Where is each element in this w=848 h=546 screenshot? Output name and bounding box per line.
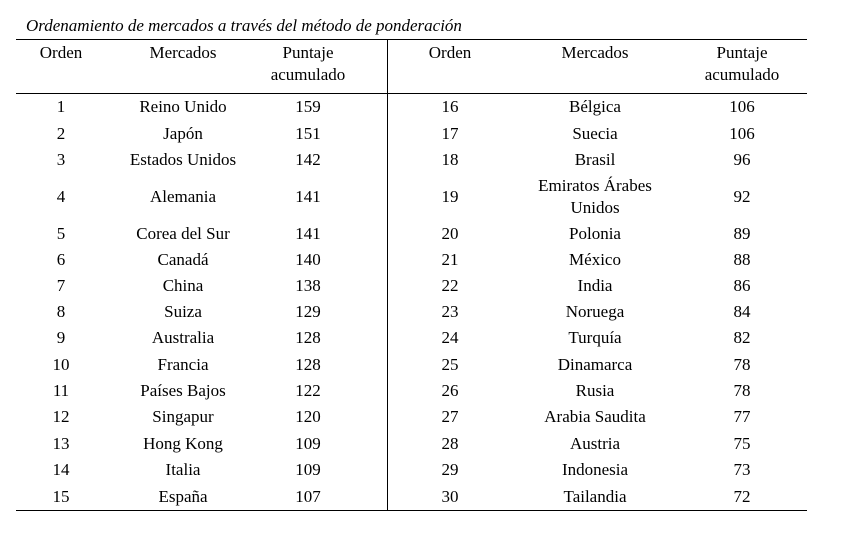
cell-mercado: Tailandia (563, 487, 627, 506)
cell-orden: 7 (56, 276, 66, 295)
cell-orden: 17 (441, 124, 459, 143)
cell-mercado: Estados Unidos (129, 150, 237, 169)
cell-orden: 1 (56, 97, 66, 116)
cell-puntaje: 88 (733, 250, 751, 269)
cell-puntaje: 107 (295, 487, 321, 506)
cell-puntaje: 128 (295, 355, 321, 374)
header-puntaje-line2: acumulado (270, 65, 346, 84)
cell-puntaje: 142 (295, 150, 321, 169)
cell-puntaje: 78 (733, 381, 751, 400)
cell-puntaje: 89 (733, 224, 751, 243)
cell-orden: 8 (56, 302, 66, 321)
cell-orden: 2 (56, 124, 66, 143)
cell-mercado: Polonia (569, 224, 621, 243)
cell-puntaje: 138 (295, 276, 321, 295)
cell-orden: 20 (441, 224, 459, 243)
column-divider (387, 40, 388, 510)
cell-orden: 15 (52, 487, 70, 506)
cell-puntaje: 82 (733, 328, 751, 347)
cell-mercado: Alemania (149, 187, 217, 206)
cell-mercado: Países Bajos (140, 381, 226, 400)
ranking-table (16, 39, 807, 511)
cell-orden: 25 (441, 355, 459, 374)
cell-orden: 24 (441, 328, 459, 347)
cell-mercado: Bélgica (569, 97, 621, 116)
cell-orden: 21 (441, 250, 459, 269)
cell-mercado: Arabia Saudita (544, 407, 646, 426)
cell-orden: 6 (56, 250, 66, 269)
cell-puntaje: 73 (733, 460, 751, 479)
cell-mercado: China (162, 276, 204, 295)
cell-puntaje: 92 (733, 187, 751, 206)
cell-mercado: Turquía (568, 328, 622, 347)
header-puntaje-right (705, 42, 780, 86)
cell-mercado: Singapur (152, 407, 214, 426)
cell-mercado: Rusia (575, 381, 615, 400)
cell-puntaje: 106 (729, 124, 755, 143)
cell-orden: 19 (441, 187, 459, 206)
cell-mercado: Suiza (164, 302, 202, 321)
cell-orden: 4 (56, 187, 66, 206)
header-puntaje-line2: acumulado (704, 65, 780, 84)
cell-puntaje: 151 (295, 124, 321, 143)
cell-puntaje: 159 (295, 97, 321, 116)
cell-orden: 30 (441, 487, 459, 506)
header-divider (16, 93, 807, 94)
cell-orden: 13 (52, 434, 70, 453)
cell-orden: 28 (441, 434, 459, 453)
cell-orden: 22 (441, 276, 459, 295)
cell-puntaje: 140 (295, 250, 321, 269)
cell-mercado: Brasil (574, 150, 616, 169)
cell-orden: 9 (56, 328, 66, 347)
cell-mercado: Australia (151, 328, 215, 347)
cell-orden: 5 (56, 224, 66, 243)
cell-mercado: Italia (165, 460, 201, 479)
cell-puntaje: 78 (733, 355, 751, 374)
cell-puntaje: 122 (295, 381, 321, 400)
cell-mercado: Noruega (565, 302, 625, 321)
header-orden-right: Orden (428, 43, 472, 62)
cell-puntaje: 72 (733, 487, 751, 506)
cell-mercado: Hong Kong (143, 434, 223, 453)
cell-puntaje: 77 (733, 407, 751, 426)
cell-puntaje: 96 (733, 150, 751, 169)
cell-puntaje: 141 (295, 187, 321, 206)
cell-mercado: Emiratos Árabes Unidos (538, 176, 652, 217)
cell-mercado: Austria (569, 434, 621, 453)
cell-puntaje: 120 (295, 407, 321, 426)
cell-mercado: Reino Unido (139, 97, 227, 116)
table-caption: Ordenamiento de mercados a través del método de ponderación (26, 16, 462, 35)
header-puntaje-left (271, 42, 346, 86)
cell-puntaje: 109 (295, 460, 321, 479)
cell-puntaje: 75 (733, 434, 751, 453)
cell-mercado: Corea del Sur (136, 224, 230, 243)
cell-orden: 18 (441, 150, 459, 169)
cell-orden: 11 (52, 381, 70, 400)
cell-orden: 10 (52, 355, 70, 374)
cell-orden: 3 (56, 150, 66, 169)
cell-mercado: Indonesia (561, 460, 629, 479)
cell-mercado: España (158, 487, 208, 506)
header-mercados-left: Mercados (149, 43, 217, 62)
cell-orden: 27 (441, 407, 459, 426)
cell-puntaje: 129 (295, 302, 321, 321)
header-puntaje-line1: Puntaje (282, 43, 334, 62)
cell-orden: 12 (52, 407, 70, 426)
cell-puntaje: 84 (733, 302, 751, 321)
cell-orden: 29 (441, 460, 459, 479)
cell-mercado: Dinamarca (557, 355, 633, 374)
cell-puntaje: 86 (733, 276, 751, 295)
cell-mercado: Suecia (572, 124, 618, 143)
cell-mercado: Francia (157, 355, 209, 374)
cell-mercado: Japón (163, 124, 203, 143)
cell-mercado: Canadá (157, 250, 209, 269)
cell-orden: 16 (441, 97, 459, 116)
cell-mercado: México (569, 250, 621, 269)
header-orden-left: Orden (39, 43, 83, 62)
cell-orden: 23 (441, 302, 459, 321)
cell-mercado: India (577, 276, 613, 295)
cell-puntaje: 128 (295, 328, 321, 347)
header-puntaje-line1: Puntaje (716, 43, 768, 62)
cell-puntaje: 141 (295, 224, 321, 243)
header-mercados-right: Mercados (561, 43, 629, 62)
cell-orden: 14 (52, 460, 70, 479)
cell-puntaje: 109 (295, 434, 321, 453)
cell-orden: 26 (441, 381, 459, 400)
cell-puntaje: 106 (729, 97, 755, 116)
